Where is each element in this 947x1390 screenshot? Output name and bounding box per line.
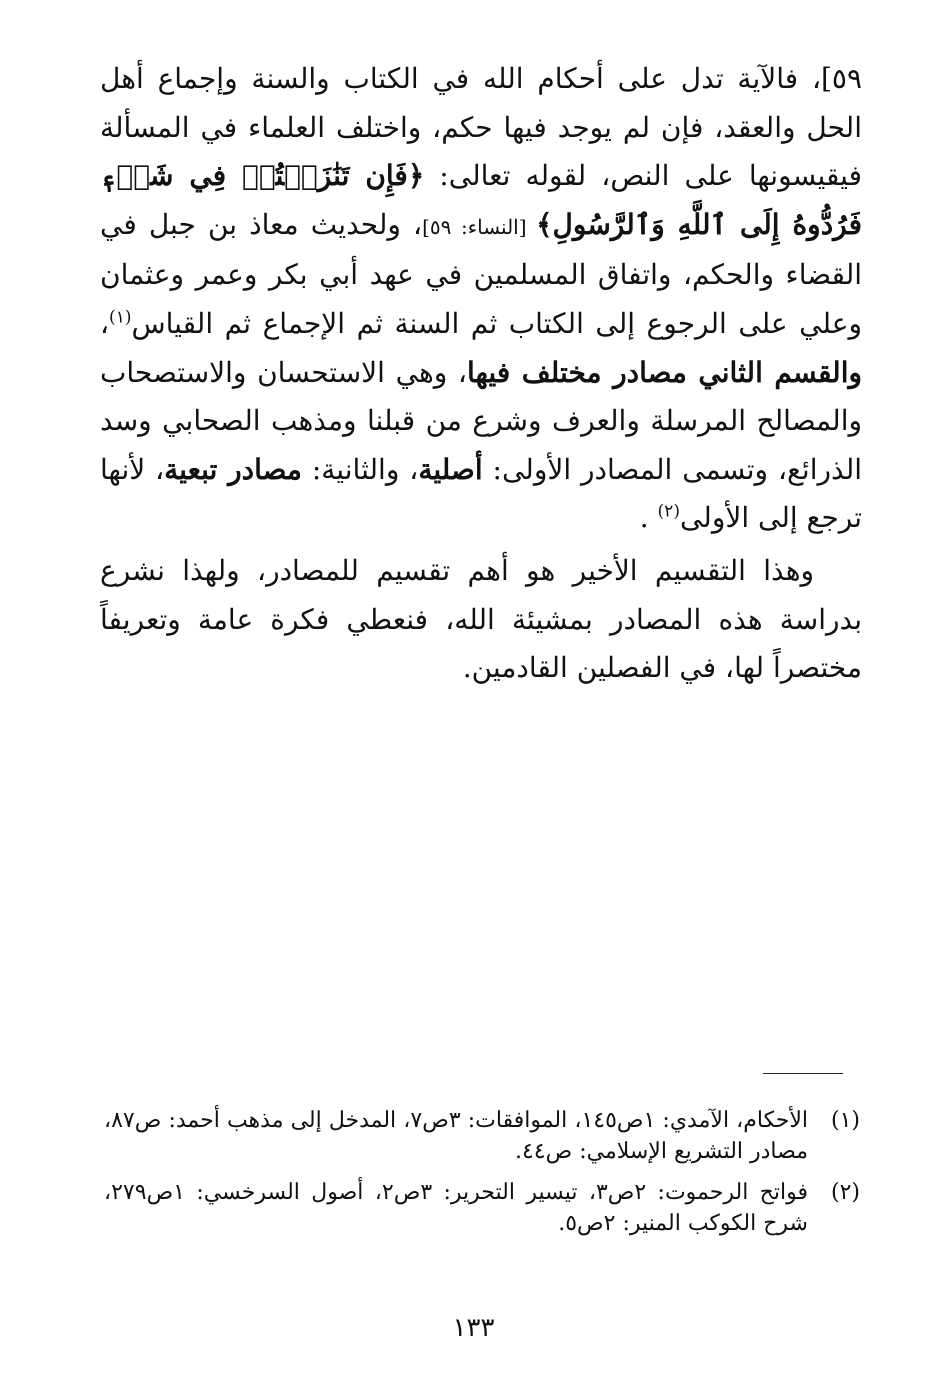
text-segment: ، لأنها ترجع إلى الأولى <box>100 452 862 535</box>
bold-phrase-disputed-sources: والقسم الثاني مصادر مختلف فيها <box>466 355 863 389</box>
footnote-2 <box>104 1177 860 1239</box>
quran-bracket-open: ﴿ <box>407 159 425 193</box>
paragraph-conclusion: وهذا التقسيم الأخير هو أهم تقسيم للمصادر، ولهذا نشرع بدراسة هذه المصادر بمشيئة الله، فنعطي فكرة عامة وتعريفاً مختصراً لها، في الفصلين القادمين. <box>100 553 862 685</box>
footnote-reference-2[interactable]: (٢) <box>657 502 680 523</box>
footnote-number: (٢) <box>830 1180 860 1205</box>
text-segment: ، <box>100 306 110 340</box>
footnote-reference-1[interactable]: (١) <box>109 307 132 328</box>
paragraph-sources-division <box>100 55 862 543</box>
text-segment: . <box>639 501 658 535</box>
text-segment: ، وهي الاستحسان والاستصحاب والمصالح المرسلة والعرف وشرع من قبلنا ومذهب الصحابي وسد الذرائع، وتسمى المصادر الأولى: <box>100 355 862 486</box>
bold-term-subsidiary: مصادر تبعية <box>164 452 302 486</box>
quran-bracket-close: ﴾ <box>536 207 553 241</box>
page-number: ١٣٣ <box>452 1313 495 1343</box>
text-segment: ، والثانية: <box>301 452 419 486</box>
footnote-1 <box>104 1105 860 1167</box>
footnotes <box>104 1105 860 1249</box>
verse-citation: [النساء: ٥٩] <box>422 214 537 239</box>
footnote-divider <box>763 1073 843 1074</box>
main-text <box>100 55 862 693</box>
footnote-text: الأحكام، الآمدي: ١ص١٤٥، الموافقات: ٣ص٧، المدخل إلى مذهب أحمد: ص٨٧، مصادر التشريع الإسلامي: ص٤٤. <box>104 1108 808 1164</box>
footnote-text: فواتح الرحموت: ٢ص٣، تيسير التحرير: ٣ص٢، أصول السرخسي: ١ص٢٧٩، شرح الكوكب المنير: ٢ص٥. <box>104 1180 808 1236</box>
footnote-number: (١) <box>830 1108 860 1133</box>
quran-verse: فَإِن تَنَٰزَعۡتُمۡ فِي شَيۡءٖ فَرُدُّوهُ إِلَى ٱللَّهِ وَٱلرَّسُولِ <box>100 159 862 241</box>
bold-term-original: أصلية <box>418 452 483 486</box>
text-segment: ، ولحديث معاذ بن جبل في القضاء والحكم، واتفاق المسلمين في عهد أبي بكر وعمر وعثمان وعلي على الرجوع إلى الكتاب ثم السنة ثم الإجماع ثم القياس <box>100 207 862 340</box>
text-segment: ٥٩]، فالآية تدل على أحكام الله في الكتاب والسنة وإجماع أهل الحل والعقد، فإن لم يوجد فيها حكم، واختلف العلماء في المسألة فيقيسونها على النص، لقوله تعالى: <box>100 62 862 193</box>
